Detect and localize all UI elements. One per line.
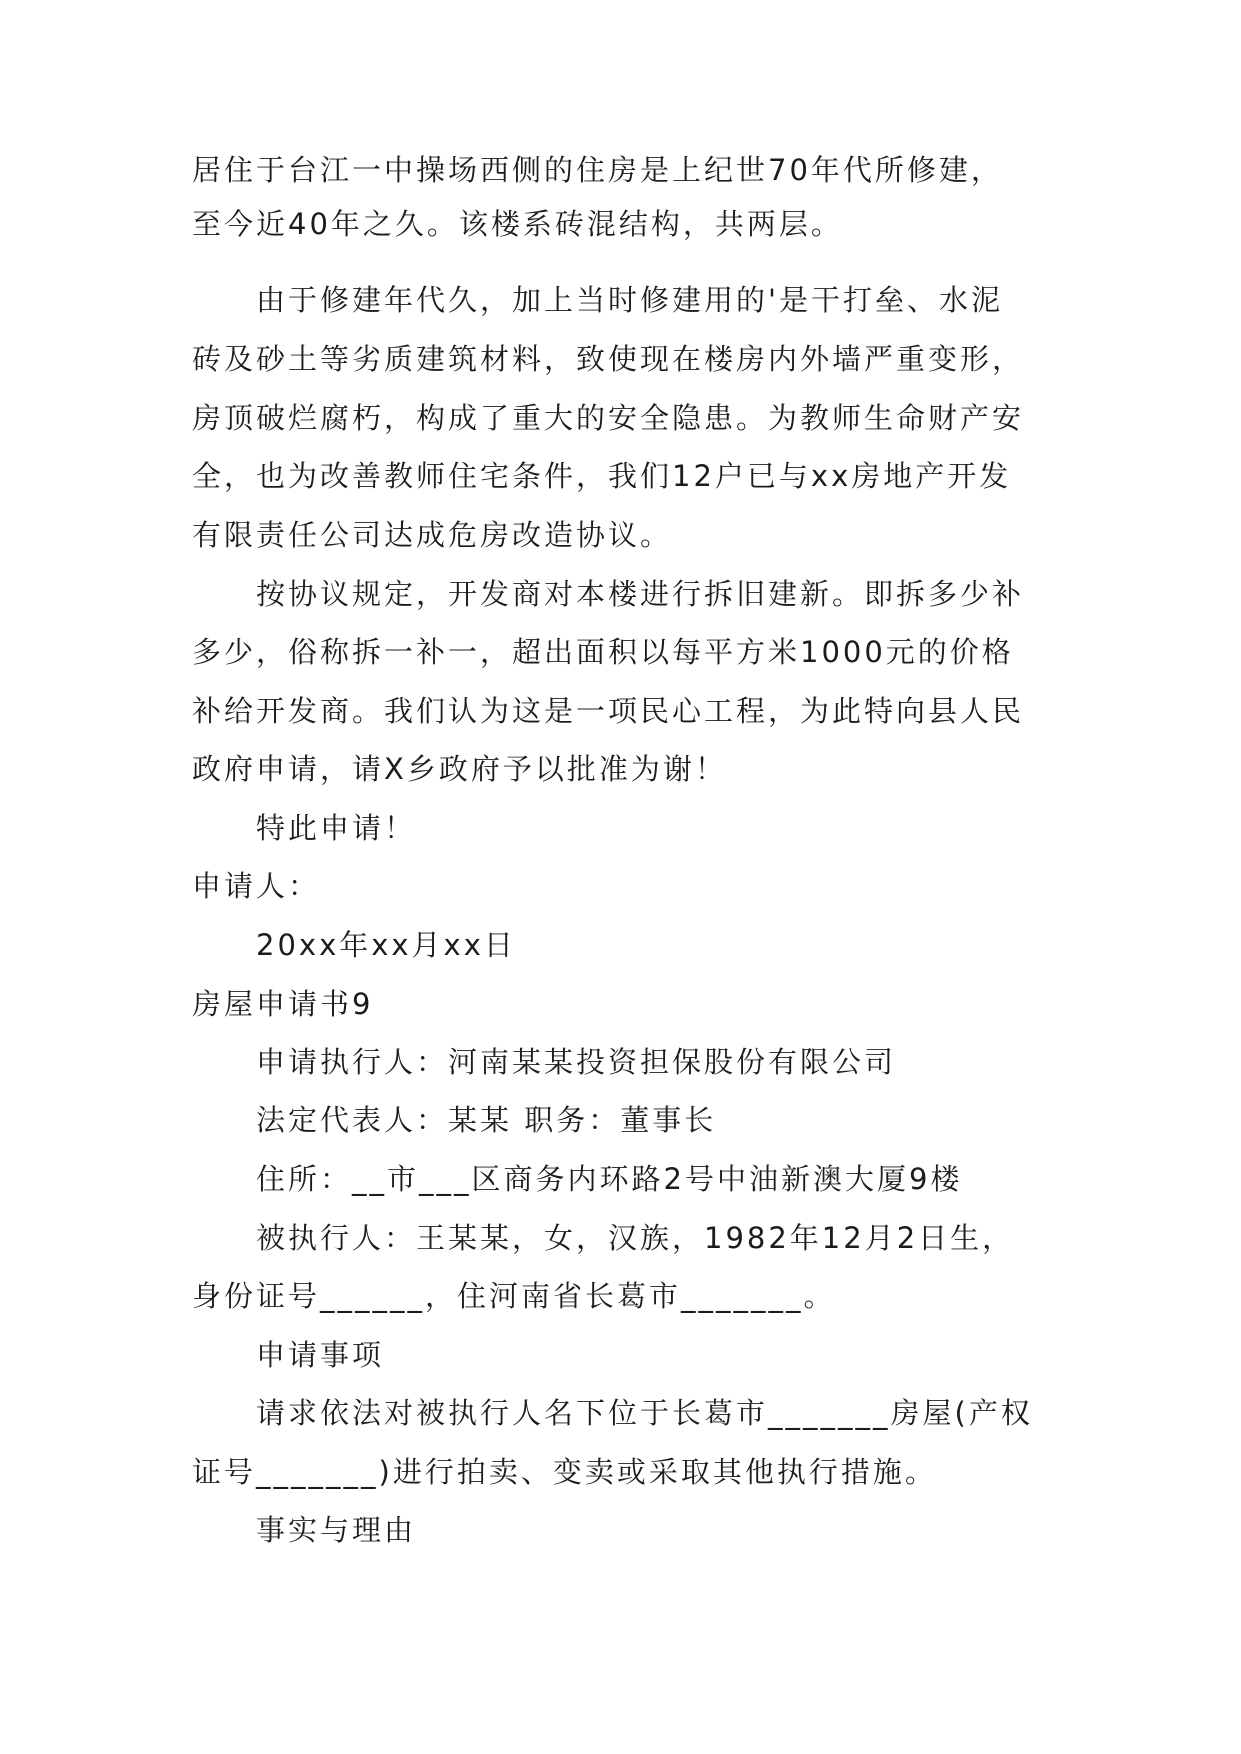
text-line: 特此申请！ [256, 811, 417, 845]
text-line: 法定代表人：某某 职务：董事长 [256, 1103, 717, 1137]
text-line: 请求依法对被执行人名下位于长葛市_______房屋(产权 [256, 1396, 1033, 1430]
text-line: 房顶破烂腐朽，构成了重大的安全隐患。为教师生命财产安 [192, 401, 1025, 435]
text-line: 申请事项 [256, 1338, 385, 1372]
text-line: 由于修建年代久，加上当时修建用的'是干打垒、水泥 [256, 283, 1003, 317]
text-line: 政府申请，请X乡政府予以批准为谢！ [192, 752, 727, 786]
text-line: 事实与理由 [256, 1513, 417, 1547]
text-line: 补给开发商。我们认为这是一项民心工程，为此特向县人民 [192, 694, 1025, 728]
text-line: 砖及砂土等劣质建筑材料，致使现在楼房内外墙严重变形， [192, 342, 1025, 376]
text-line: 全，也为改善教师住宅条件，我们12户已与xx房地产开发 [192, 459, 1012, 493]
text-line: 多少，俗称拆一补一，超出面积以每平方米1000元的价格 [192, 635, 1014, 669]
text-line: 被执行人：王某某，女，汉族，1982年12月2日生， [256, 1221, 1015, 1255]
text-line: 有限责任公司达成危房改造协议。 [192, 518, 673, 552]
text-line: 居住于台江一中操场西侧的住房是上纪世70年代所修建， [192, 153, 1003, 187]
text-line: 房屋申请书9 [192, 987, 374, 1021]
text-line: 证号_______)进行拍卖、变卖或采取其他执行措施。 [192, 1455, 937, 1489]
text-line: 20xx年xx月xx日 [256, 928, 516, 962]
text-line: 身份证号______，住河南省长葛市_______。 [192, 1279, 836, 1313]
text-line: 至今近40年之久。该楼系砖混结构，共两层。 [192, 207, 843, 241]
text-line: 住所：__市___区商务内环路2号中油新澳大厦9楼 [256, 1162, 963, 1196]
text-line: 按协议规定，开发商对本楼进行拆旧建新。即拆多少补 [256, 577, 1025, 611]
text-line: 申请人： [192, 869, 321, 903]
text-line: 申请执行人：河南某某投资担保股份有限公司 [256, 1045, 897, 1079]
